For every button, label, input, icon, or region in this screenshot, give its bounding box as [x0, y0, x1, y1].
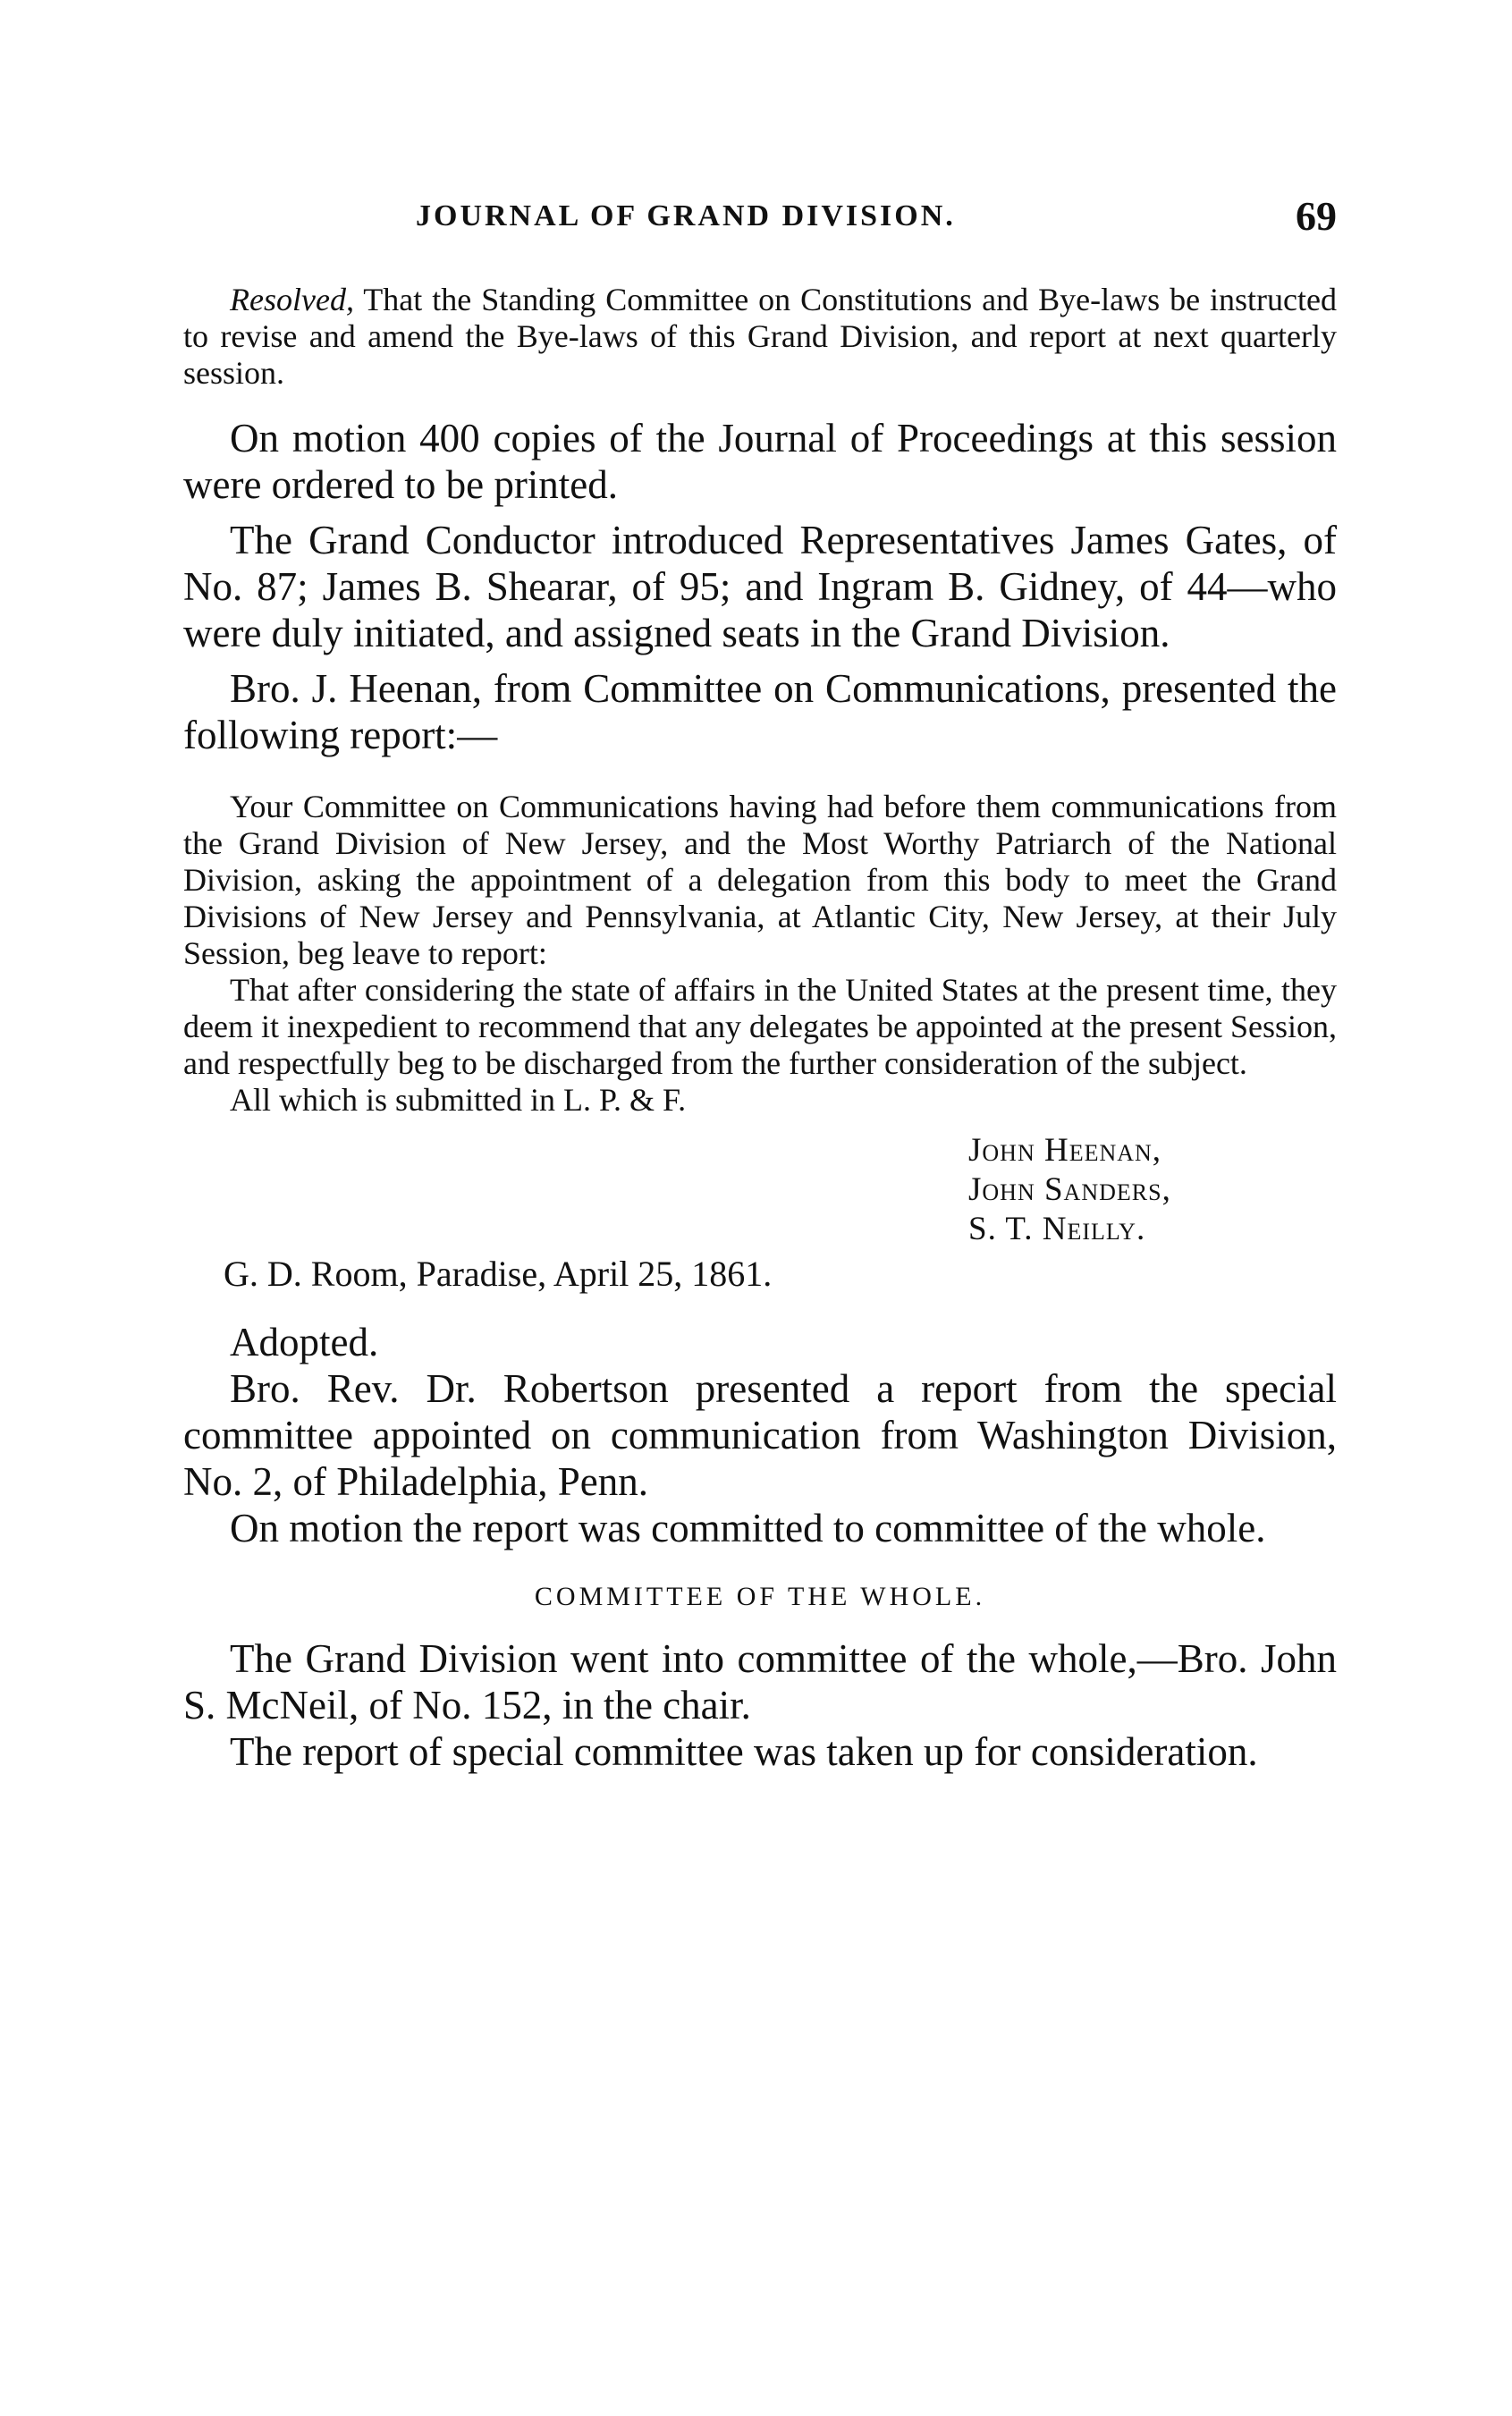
report-paragraph-3: All which is submitted in L. P. & F. — [230, 1082, 687, 1118]
section-heading: COMMITTEE OF THE WHOLE. — [534, 1582, 986, 1611]
resolved-text: That the Standing Committee on Constitutions and Bye-laws be instructed to revise and amend the Bye-laws of this Grand Division, and report at next quarterly session. — [183, 282, 1337, 391]
page-number: 69 — [1296, 193, 1337, 239]
report-paragraph-1: Your Committee on Communications having had before them communications from the Grand Division of New Jersey, and the Most Worthy Patriarch of the National Division, asking the appointment of a delegation from this body to meet the Grand Divisions of New Jersey and Pennsylvania, at Atlantic City, New Jersey, at their July Session, beg leave to report: — [183, 789, 1337, 971]
committee-whole-paragraph-2: The report of special committee was taken up for consideration. — [230, 1729, 1258, 1774]
resolved-label: Resolved, — [230, 282, 354, 317]
committee-whole-paragraph-1: The Grand Division went into committee of the whole,—Bro. John S. McNeil, of No. 152, in the chair. — [183, 1636, 1337, 1728]
page-header — [183, 192, 1337, 246]
page-body — [183, 282, 1337, 1775]
signature-block — [968, 1131, 1337, 1249]
conductor-intro-paragraph: The Grand Conductor introduced Representatives James Gates, of No. 87; James B. Shearar, of 95; and Ingram B. Gidney, of 44—who were duly initiated, and assigned seats in the Grand Division. — [183, 518, 1337, 655]
adopted-line: Adopted. — [230, 1320, 379, 1364]
dateline: G. D. Room, Paradise, April 25, 1861. — [224, 1254, 773, 1294]
resolved-paragraph — [183, 282, 1337, 392]
motion-committed-paragraph: On motion the report was committed to committee of the whole. — [230, 1506, 1266, 1550]
motion-copies-paragraph: On motion 400 copies of the Journal of Proceedings at this session were ordered to be printed. — [183, 416, 1337, 507]
heenan-report-intro: Bro. J. Heenan, from Committee on Communications, presented the following report:— — [183, 666, 1337, 757]
signature-heenan: John Heenan, — [968, 1132, 1162, 1169]
signature-sanders: John Sanders, — [968, 1171, 1171, 1208]
report-paragraph-2: That after considering the state of affairs in the United States at the present time, they deem it inexpedient to recommend that any delegates be appointed at the present Session, and respectfully beg to be discharged from the further consideration of the subject. — [183, 972, 1337, 1081]
signature-neilly: S. T. Neilly. — [968, 1211, 1146, 1247]
robertson-report-paragraph: Bro. Rev. Dr. Robertson presented a report from the special committee appointed on communication from Washington Division, No. 2, of Philadelphia, Penn. — [183, 1366, 1337, 1504]
running-head: JOURNAL OF GRAND DIVISION. — [416, 199, 956, 232]
